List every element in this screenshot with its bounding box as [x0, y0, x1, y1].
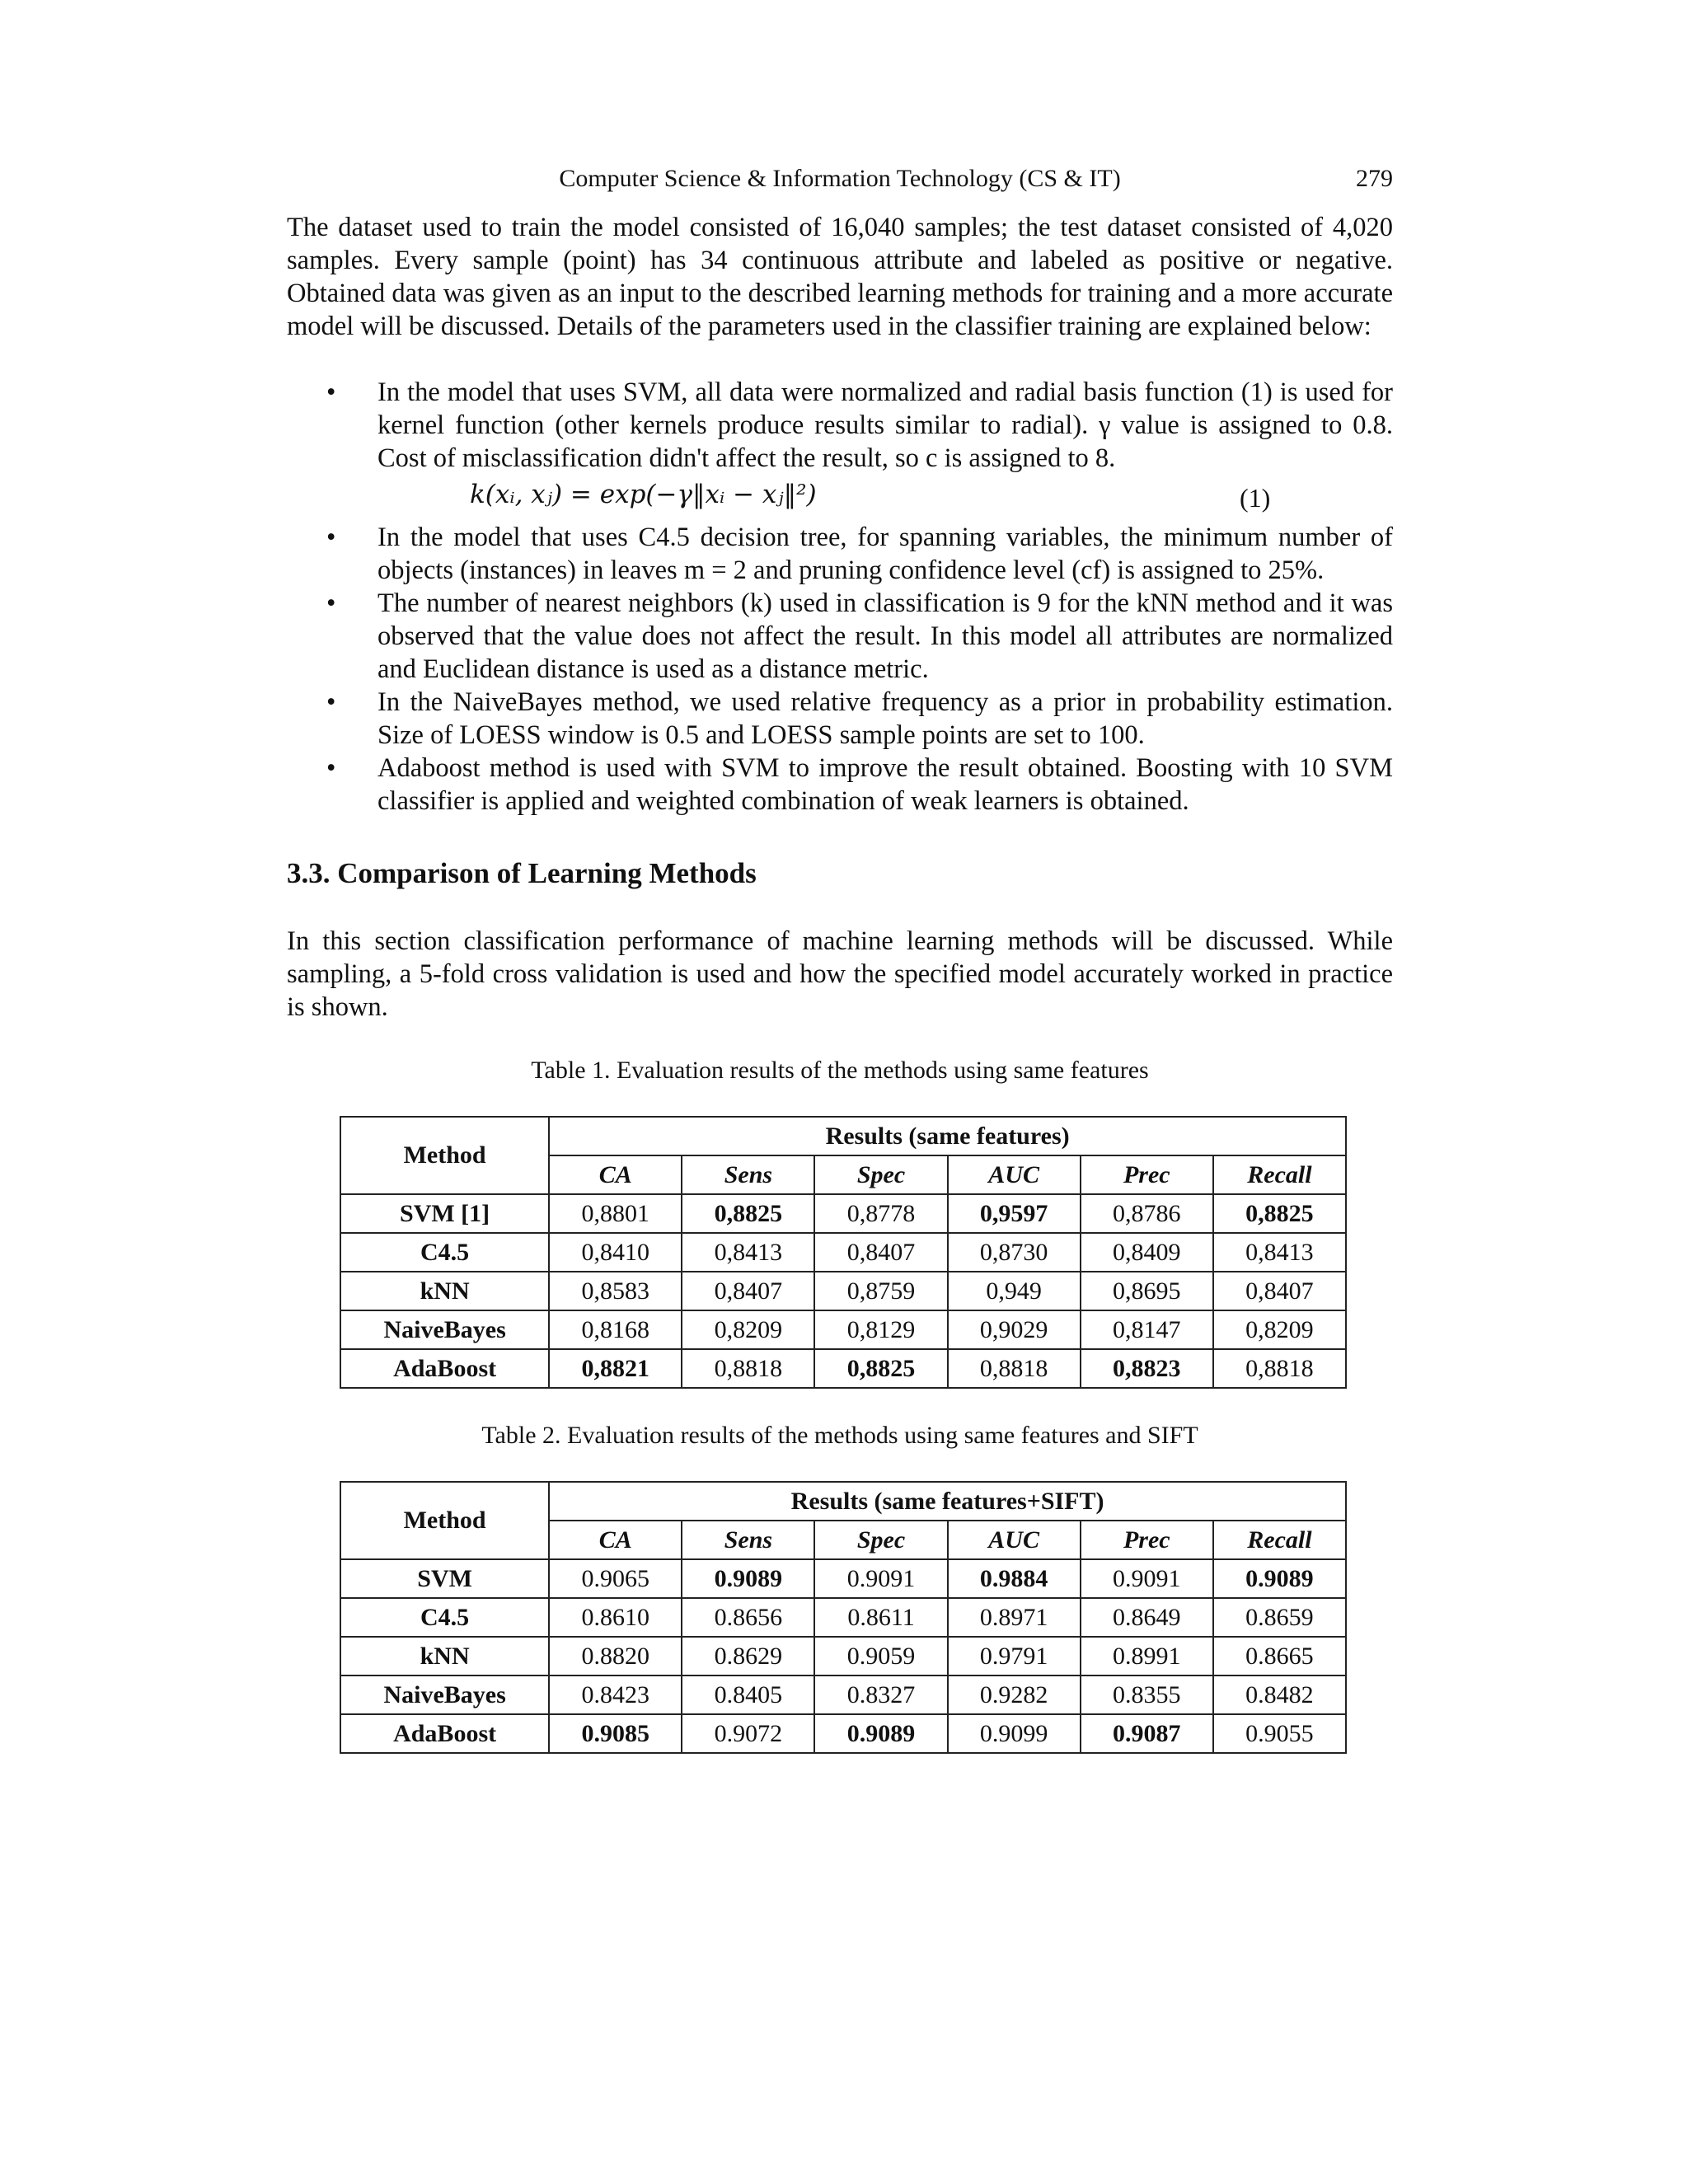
bullet-text: In the model that uses SVM, all data were normalized and radial basis function (1) is used for kernel function (other kernels produce results similar to radial). γ value is assigned to 0.8. Cost of misclassification didn't affect the result, so c is assigned to 8. — [377, 377, 1393, 473]
bullet-naivebayes — [287, 686, 1393, 752]
table-row — [340, 1559, 1346, 1598]
method-name-cell: kNN — [340, 1272, 549, 1310]
value-cell-sens: 0.9089 — [682, 1559, 814, 1598]
value-cell-prec: 0,8823 — [1081, 1349, 1213, 1388]
equation-number: (1) — [1240, 483, 1271, 513]
value-cell-spec: 0,8129 — [814, 1310, 947, 1349]
table-row — [340, 1637, 1346, 1675]
value-cell-sens: 0,8413 — [682, 1233, 814, 1272]
table-row — [340, 1714, 1346, 1753]
table1-body — [340, 1194, 1346, 1388]
value-cell-auc: 0.9791 — [948, 1637, 1081, 1675]
value-cell-prec: 0,8147 — [1081, 1310, 1213, 1349]
value-cell-prec: 0,8409 — [1081, 1233, 1213, 1272]
value-cell-auc: 0,949 — [948, 1272, 1081, 1310]
paper-page — [287, 165, 1393, 1754]
table-row — [340, 1194, 1346, 1233]
value-cell-auc: 0.8971 — [948, 1598, 1081, 1637]
value-cell-auc: 0,8730 — [948, 1233, 1081, 1272]
value-cell-recall: 0,8818 — [1213, 1349, 1346, 1388]
value-cell-prec: 0.8991 — [1081, 1637, 1213, 1675]
value-cell-sens: 0.8405 — [682, 1675, 814, 1714]
bullet-marker: • — [326, 377, 336, 407]
method-name-cell: kNN — [340, 1637, 549, 1675]
value-cell-ca: 0,8801 — [549, 1194, 682, 1233]
metric-header-sens: Sens — [682, 1521, 814, 1559]
value-cell-spec: 0,8759 — [814, 1272, 947, 1310]
value-cell-auc: 0.9282 — [948, 1675, 1081, 1714]
bullet-marker: • — [326, 588, 336, 618]
metric-header-ca: CA — [549, 1155, 682, 1194]
bullet-text: In the NaiveBayes method, we used relative frequency as a prior in probability estimation. Size of LOESS window is 0.5 and LOESS sample points are set to 100. — [377, 687, 1393, 750]
metric-header-sens: Sens — [682, 1155, 814, 1194]
value-cell-recall: 0.9055 — [1213, 1714, 1346, 1753]
value-cell-recall: 0,8413 — [1213, 1233, 1346, 1272]
value-cell-auc: 0,9597 — [948, 1194, 1081, 1233]
metric-header-auc: AUC — [948, 1155, 1081, 1194]
value-cell-sens: 0,8407 — [682, 1272, 814, 1310]
parameter-list — [287, 376, 1393, 818]
bullet-adaboost — [287, 752, 1393, 818]
value-cell-spec: 0.8611 — [814, 1598, 947, 1637]
value-cell-ca: 0,8821 — [549, 1349, 682, 1388]
value-cell-prec: 0.8649 — [1081, 1598, 1213, 1637]
method-name-cell: SVM — [340, 1559, 549, 1598]
intro-paragraph: The dataset used to train the model consisted of 16,040 samples; the test dataset consisted of 4,020 samples. Every sample (point) has 34 continuous attribute and labeled as positive or negative. Obtained data was given as an input to the described learning methods for training and a more accurate model will be discussed. Details of the parameters used in the classifier training are explained below: — [287, 213, 1393, 341]
table1 — [340, 1116, 1347, 1389]
value-cell-ca: 0.8820 — [549, 1637, 682, 1675]
journal-title: Computer Science & Information Technology (CS & IT) — [559, 165, 1121, 192]
bullet-marker: • — [326, 523, 336, 552]
value-cell-ca: 0,8410 — [549, 1233, 682, 1272]
value-cell-sens: 0.9072 — [682, 1714, 814, 1753]
bullet-text: The number of nearest neighbors (k) used in classification is 9 for the kNN method and it was observed that the value does not affect the result. In this model all attributes are normalized and Euclidean distance is used as a distance metric. — [377, 588, 1393, 684]
value-cell-sens: 0.8656 — [682, 1598, 814, 1637]
table2-caption: Table 2. Evaluation results of the methods using same features and SIFT — [481, 1422, 1198, 1449]
table2 — [340, 1481, 1347, 1754]
value-cell-ca: 0.8610 — [549, 1598, 682, 1637]
metric-header-prec: Prec — [1081, 1521, 1213, 1559]
value-cell-prec: 0.9087 — [1081, 1714, 1213, 1753]
value-cell-sens: 0.8629 — [682, 1637, 814, 1675]
value-cell-ca: 0,8168 — [549, 1310, 682, 1349]
metric-header-prec: Prec — [1081, 1155, 1213, 1194]
value-cell-prec: 0,8695 — [1081, 1272, 1213, 1310]
value-cell-recall: 0.9089 — [1213, 1559, 1346, 1598]
value-cell-ca: 0.9085 — [549, 1714, 682, 1753]
method-name-cell: SVM [1] — [340, 1194, 549, 1233]
value-cell-spec: 0.9089 — [814, 1714, 947, 1753]
method-name-cell: C4.5 — [340, 1598, 549, 1637]
value-cell-auc: 0,9029 — [948, 1310, 1081, 1349]
metric-header-recall: Recall — [1213, 1155, 1346, 1194]
method-name-cell: NaiveBayes — [340, 1310, 549, 1349]
value-cell-spec: 0,8407 — [814, 1233, 947, 1272]
bullet-svm — [287, 376, 1393, 475]
section-paragraph: In this section classification performance of machine learning methods will be discussed. While sampling, a 5-fold cross validation is used and how the specified model accurately worked in practice is shown. — [287, 926, 1393, 1022]
value-cell-ca: 0.8423 — [549, 1675, 682, 1714]
metric-header-spec: Spec — [814, 1155, 947, 1194]
value-cell-recall: 0,8209 — [1213, 1310, 1346, 1349]
table-row — [340, 1272, 1346, 1310]
table1-caption: Table 1. Evaluation results of the methods using same features — [531, 1057, 1149, 1084]
value-cell-auc: 0,8818 — [948, 1349, 1081, 1388]
table-row — [340, 1233, 1346, 1272]
bullet-marker: • — [326, 687, 336, 717]
formula-expression: k(xᵢ, xⱼ) = exp(−γ‖xᵢ − xⱼ‖²) — [470, 480, 817, 509]
value-cell-ca: 0.9065 — [549, 1559, 682, 1598]
value-cell-auc: 0.9099 — [948, 1714, 1081, 1753]
value-cell-ca: 0,8583 — [549, 1272, 682, 1310]
formula-row — [287, 475, 1393, 521]
value-cell-sens: 0,8825 — [682, 1194, 814, 1233]
value-cell-recall: 0.8665 — [1213, 1637, 1346, 1675]
table-row — [340, 1598, 1346, 1637]
value-cell-sens: 0,8209 — [682, 1310, 814, 1349]
table-row — [340, 1310, 1346, 1349]
section-heading: 3.3. Comparison of Learning Methods — [287, 857, 757, 889]
value-cell-prec: 0,8786 — [1081, 1194, 1213, 1233]
table-row — [340, 1349, 1346, 1388]
bullet-marker: • — [326, 753, 336, 783]
value-cell-spec: 0,8778 — [814, 1194, 947, 1233]
metric-header-auc: AUC — [948, 1521, 1081, 1559]
method-name-cell: AdaBoost — [340, 1714, 549, 1753]
method-header: Method — [340, 1117, 549, 1194]
metric-header-recall: Recall — [1213, 1521, 1346, 1559]
value-cell-prec: 0.9091 — [1081, 1559, 1213, 1598]
value-cell-spec: 0,8825 — [814, 1349, 947, 1388]
bullet-text: In the model that uses C4.5 decision tree, for spanning variables, the minimum number of objects (instances) in leaves m = 2 and pruning confidence level (cf) is assigned to 25%. — [377, 523, 1393, 585]
bullet-text: Adaboost method is used with SVM to improve the result obtained. Boosting with 10 SVM classifier is applied and weighted combination of weak learners is obtained. — [377, 753, 1393, 816]
rbf-formula — [287, 475, 1393, 521]
value-cell-spec: 0.9091 — [814, 1559, 947, 1598]
running-header — [287, 165, 1393, 211]
metric-header-spec: Spec — [814, 1521, 947, 1559]
page-number: 279 — [1356, 165, 1393, 192]
value-cell-recall: 0,8825 — [1213, 1194, 1346, 1233]
value-cell-recall: 0,8407 — [1213, 1272, 1346, 1310]
value-cell-recall: 0.8659 — [1213, 1598, 1346, 1637]
value-cell-recall: 0.8482 — [1213, 1675, 1346, 1714]
table-row — [340, 1675, 1346, 1714]
method-header: Method — [340, 1482, 549, 1559]
value-cell-prec: 0.8355 — [1081, 1675, 1213, 1714]
bullet-c45 — [287, 521, 1393, 587]
value-cell-sens: 0,8818 — [682, 1349, 814, 1388]
method-name-cell: C4.5 — [340, 1233, 549, 1272]
results-group-header: Results (same features+SIFT) — [549, 1482, 1346, 1521]
method-name-cell: AdaBoost — [340, 1349, 549, 1388]
table2-body — [340, 1559, 1346, 1753]
value-cell-spec: 0.8327 — [814, 1675, 947, 1714]
bullet-knn — [287, 587, 1393, 686]
metric-header-ca: CA — [549, 1521, 682, 1559]
value-cell-spec: 0.9059 — [814, 1637, 947, 1675]
results-group-header: Results (same features) — [549, 1117, 1346, 1155]
method-name-cell: NaiveBayes — [340, 1675, 549, 1714]
value-cell-auc: 0.9884 — [948, 1559, 1081, 1598]
